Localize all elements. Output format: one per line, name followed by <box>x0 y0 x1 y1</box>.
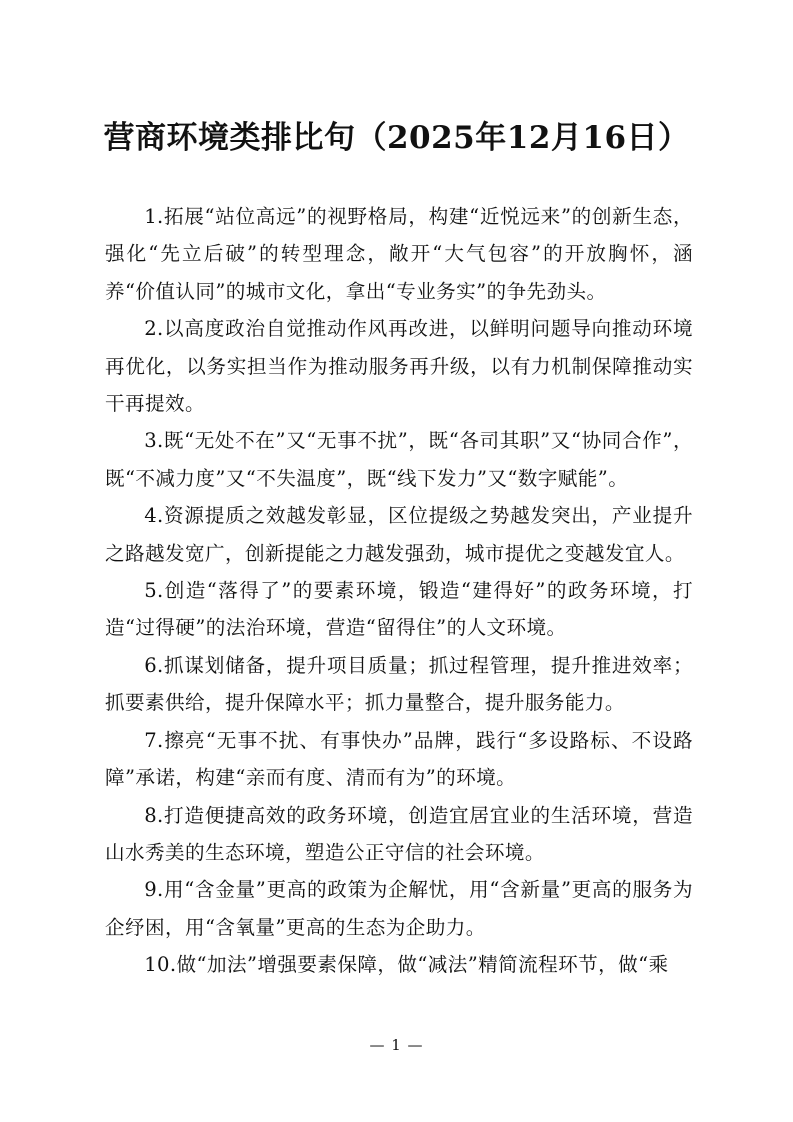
document-body <box>105 198 693 984</box>
paragraph-3: 3.既“无处不在”又“无事不扰”，既“各司其职”又“协同合作”，既“不减力度”又“不失温度”，既“线下发力”又“数字赋能”。 <box>105 429 693 490</box>
paragraph-9: 9.用“含金量”更高的政策为企解忧，用“含新量”更高的服务为企纾困，用“含氧量”更高的生态为企助力。 <box>105 878 693 939</box>
paragraph-2: 2.以高度政治自觉推动作风再改进，以鲜明问题导向推动环境再优化，以务实担当作为推动服务再升级，以有力机制保障推动实干再提效。 <box>105 317 693 416</box>
paragraph-8: 8.打造便捷高效的政务环境，创造宜居宜业的生活环境，营造山水秀美的生态环境，塑造公正守信的社会环境。 <box>105 803 693 864</box>
paragraph-6: 6.抓谋划储备，提升项目质量；抓过程管理，提升推进效率；抓要素供给，提升保障水平；抓力量整合，提升服务能力。 <box>105 653 693 715</box>
page-number: — 1 — <box>369 1036 424 1054</box>
document-title: 营商环境类排比句（2025年12月16日） <box>103 120 690 156</box>
paragraph-10: 10.做“加法”增强要素保障，做“减法”精简流程环节，做“乘 <box>144 953 669 977</box>
paragraph-7: 7.擦亮“无事不扰、有事快办”品牌，践行“多设路标、不设路障”承诺，构建“亲而有度、清而有为”的环境。 <box>105 728 693 790</box>
paragraph-5: 5.创造“落得了”的要素环境，锻造“建得好”的政务环境，打造“过得硬”的法治环境，营造“留得住”的人文环境。 <box>105 579 693 640</box>
paragraph-4: 4.资源提质之效越发彰显，区位提级之势越发突出，产业提升之路越发宽广，创新提能之力越发强劲，城市提优之变越发宜人。 <box>105 504 693 565</box>
paragraph-1: 1.拓展“站位高远”的视野格局，构建“近悦远来”的创新生态，强化“先立后破”的转型理念，敞开“大气包容”的开放胸怀，涵养“价值认同”的城市文化，拿出“专业务实”的争先劲头。 <box>105 205 693 303</box>
